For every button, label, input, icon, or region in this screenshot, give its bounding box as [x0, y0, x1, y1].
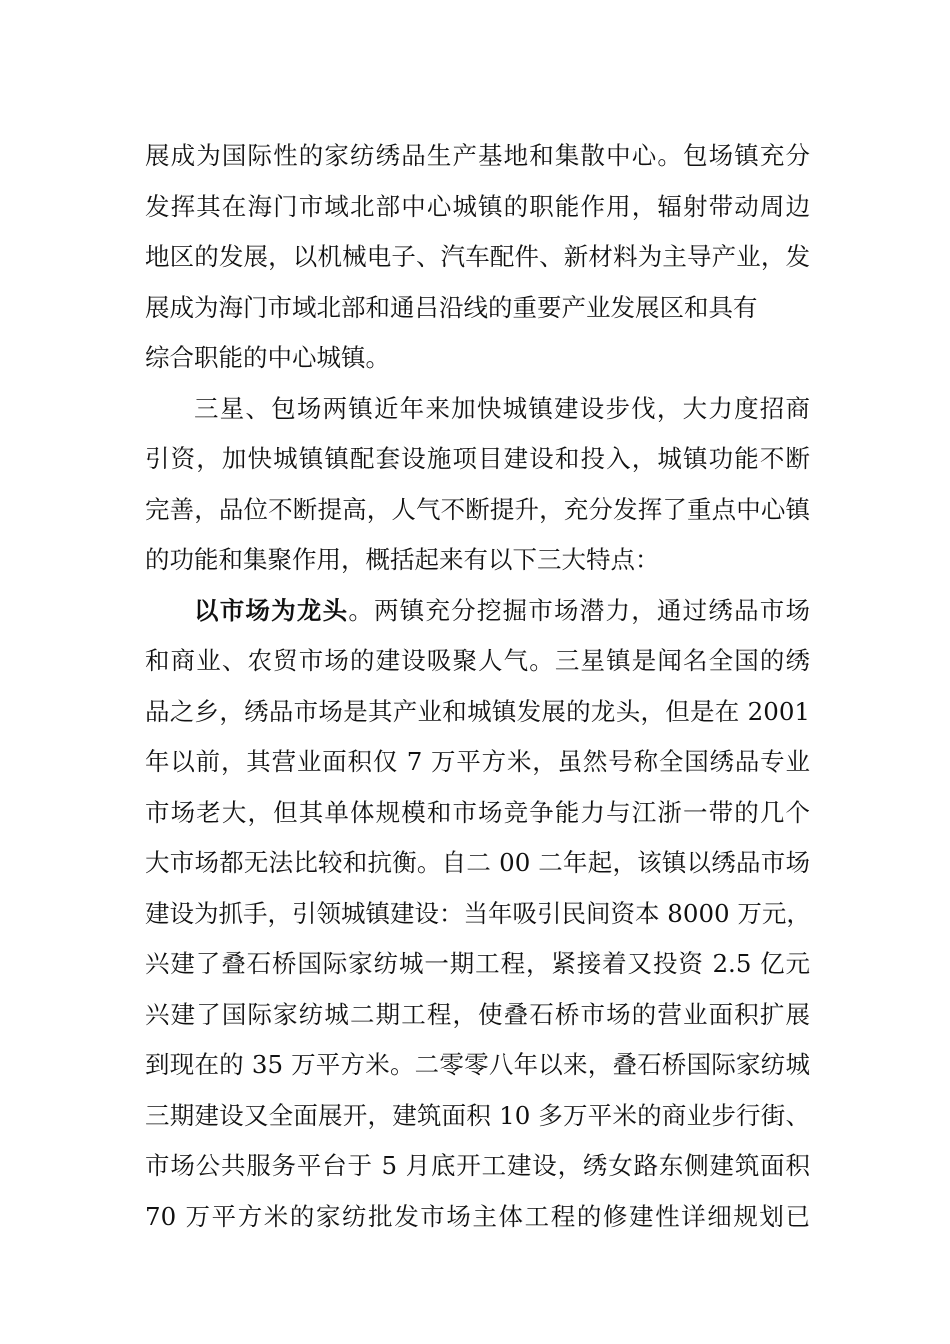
- text-line: 兴建了叠石桥国际家纺城一期工程，紧接着又投资 2.5 亿元: [145, 949, 810, 978]
- text-line: 兴建了国际家纺城二期工程，使叠石桥市场的营业面积扩展: [145, 999, 810, 1029]
- text-line: 三星、包场两镇近年来加快城镇建设步伐，大力度招商: [194, 393, 810, 423]
- text-line: 大市场都无法比较和抗衡。自二 00 二年起，该镇以绣品市场: [145, 848, 810, 877]
- text-line: 展成为海门市域北部和通吕沿线的重要产业发展区和具有: [145, 292, 758, 322]
- text-line: 市场公共服务平台于 5 月底开工建设，绣女路东侧建筑面积: [145, 1151, 810, 1180]
- text-line: 发挥其在海门市域北部中心城镇的职能作用，辐射带动周边: [145, 191, 810, 221]
- text-line: 和商业、农贸市场的建设吸聚人气。三星镇是闻名全国的绣: [145, 646, 810, 675]
- text-line: 品之乡，绣品市场是其产业和城镇发展的龙头，但是在 2001: [145, 696, 810, 726]
- heading-line-rest: 。两镇充分挖掘市场潜力，通过绣品市场: [348, 595, 811, 625]
- paragraph-3: [145, 586, 810, 1243]
- text-line: 地区的发展，以机械电子、汽车配件、新材料为主导产业，发: [145, 242, 810, 271]
- paragraph-2: [145, 384, 810, 586]
- paragraph-1: [145, 131, 810, 384]
- text-line: 到现在的 35 万平方米。二零零八年以来，叠石桥国际家纺城: [145, 1050, 810, 1079]
- paragraph-heading: 以市场为龙头: [194, 595, 349, 625]
- text-line: 三期建设又全面展开，建筑面积 10 多万平米的商业步行街、: [145, 1100, 810, 1130]
- body-text: [145, 131, 810, 1242]
- text-line: 年以前，其营业面积仅 7 万平方米，虽然号称全国绣品专业: [145, 747, 810, 776]
- text-line: 引资，加快城镇镇配套设施项目建设和投入，城镇功能不断: [145, 444, 810, 473]
- text-line: 综合职能的中心城镇。: [145, 343, 390, 372]
- text-line: 展成为国际性的家纺绣品生产基地和集散中心。包场镇充分: [145, 141, 810, 170]
- text-line: 完善，品位不断提高，人气不断提升，充分发挥了重点中心镇: [145, 494, 810, 524]
- text-line: [145, 586, 810, 637]
- text-line: 70 万平方米的家纺批发市场主体工程的修建性详细规划已: [145, 1201, 810, 1231]
- text-line: 市场老大，但其单体规模和市场竞争能力与江浙一带的几个: [145, 797, 810, 827]
- text-line: 建设为抓手，引领城镇建设：当年吸引民间资本 8000 万元，: [145, 898, 811, 928]
- text-line: 的功能和集聚作用，概括起来有以下三大特点：: [145, 545, 660, 574]
